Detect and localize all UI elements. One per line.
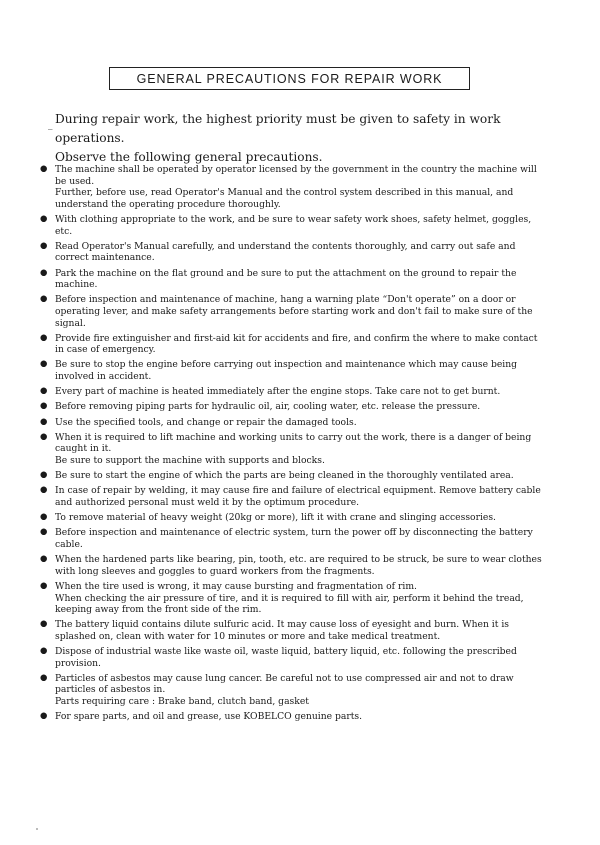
intro-line-2: Observe the following general precautions. xyxy=(55,150,323,164)
bullet-icon: ● xyxy=(40,512,48,523)
bullet-icon: ● xyxy=(40,359,48,370)
precaution-text: Be sure to stop the engine before carrying out inspection and maintenance which may cause being involved in accident. xyxy=(55,359,517,383)
precaution-text: Be sure to support the machine with supports and blocks. xyxy=(55,455,325,466)
bullet-icon: ● xyxy=(40,580,48,591)
precaution-text: When the tire used is wrong, it may cause bursting and fragmentation of rim. xyxy=(55,580,417,592)
precaution-text: Dispose of industrial waste like waste oil, waste liquid, battery liquid, etc. following the prescribed provision. xyxy=(55,646,517,669)
precaution-text: The machine shall be operated by operator licensed by the government in the country the machine will be used. xyxy=(55,164,537,187)
precaution-item xyxy=(40,386,548,398)
precaution-text: Before inspection and maintenance of machine, hang a warning plate “Don't operate” on a door or operating lever, and make safety arrangements before starting work and don't fail to make sure of the signal. xyxy=(55,294,533,329)
bullet-icon: ● xyxy=(40,401,48,412)
precaution-item xyxy=(40,417,548,429)
precaution-item xyxy=(40,164,548,210)
intro-paragraph xyxy=(48,110,555,167)
precaution-item xyxy=(40,554,548,577)
precaution-item xyxy=(40,294,548,329)
precaution-text: Be sure to start the engine of which the parts are being cleaned in the thoroughly ventilated area. xyxy=(55,470,514,482)
page-title: GENERAL PRECAUTIONS FOR REPAIR WORK xyxy=(109,67,470,90)
bullet-icon: ● xyxy=(40,470,48,481)
bullet-icon: ● xyxy=(40,431,48,442)
intro-line-1: During repair work, the highest priority must be given to safety in work operations. xyxy=(55,112,501,145)
precaution-item xyxy=(40,268,548,291)
bullet-icon: ● xyxy=(40,294,48,305)
bullet-icon: ● xyxy=(40,485,48,496)
bullet-icon: ● xyxy=(40,672,48,683)
precaution-text: Before inspection and maintenance of electric system, turn the power off by disconnecting the battery cable. xyxy=(55,527,533,550)
bullet-icon: ● xyxy=(40,554,48,565)
precaution-item xyxy=(40,333,548,356)
bullet-icon: ● xyxy=(40,213,48,224)
precaution-item xyxy=(40,432,548,467)
precaution-text: The battery liquid contains dilute sulfuric acid. It may cause loss of eyesight and burn. When it is splashed on, clean with water for 10 minutes or more and take medical treatment. xyxy=(55,619,509,642)
bullet-icon: ● xyxy=(40,164,48,174)
bullet-icon: ● xyxy=(40,416,48,427)
bullet-icon: ● xyxy=(40,619,48,630)
precaution-text: In case of repair by welding, it may cause fire and failure of electrical equipment. Remove battery cable and authorized personal must weld it by the optimum procedure. xyxy=(55,485,541,508)
precaution-item xyxy=(40,619,548,642)
precaution-item xyxy=(40,401,548,413)
precaution-item xyxy=(40,485,548,508)
precaution-text: To remove material of heavy weight (20kg or more), lift it with crane and slinging accessories. xyxy=(55,512,496,524)
precaution-item xyxy=(40,241,548,264)
precaution-text: Provide fire extinguisher and first-aid kit for accidents and fire, and confirm the where to make contact in case of emergency. xyxy=(55,332,538,356)
margin-dash: _ xyxy=(48,120,53,130)
precaution-item xyxy=(40,581,548,616)
precaution-item xyxy=(40,214,548,237)
bullet-icon: ● xyxy=(40,386,48,397)
precaution-text: For spare parts, and oil and grease, use KOBELCO genuine parts. xyxy=(55,711,363,723)
precaution-text: When the hardened parts like bearing, pin, tooth, etc. are required to be struck, be sure to wear clothes with long sleeves and goggles to guard workers from the fragments. xyxy=(55,554,542,577)
bullet-icon: ● xyxy=(40,527,48,538)
precaution-item xyxy=(40,673,548,708)
precaution-item xyxy=(40,646,548,669)
precaution-text: When checking the air pressure of tire, and it is required to fill with air, perform it behind the tread, keeping away from the front side of the rim. xyxy=(55,592,524,616)
precaution-text: Park the machine on the flat ground and be sure to put the attachment on the ground to repair the machine. xyxy=(55,267,517,291)
precaution-list xyxy=(40,164,548,726)
precaution-item xyxy=(40,527,548,550)
precaution-text: Further, before use, read Operator's Manual and the control system described in this manual, and understand the operating procedure thoroughly. xyxy=(55,187,514,210)
bullet-icon: ● xyxy=(40,646,48,657)
bullet-icon: ● xyxy=(40,332,48,343)
precaution-item xyxy=(40,470,548,482)
scan-speck xyxy=(36,828,38,830)
precaution-text: When it is required to lift machine and working units to carry out the work, there is a danger of being caught in it. xyxy=(55,431,532,455)
precaution-text: Every part of machine is heated immediately after the engine stops. Take care not to get burnt. xyxy=(55,386,501,398)
precaution-text: With clothing appropriate to the work, and be sure to wear safety work shoes, safety helmet, goggles, etc. xyxy=(55,213,532,237)
precaution-text: Particles of asbestos may cause lung cancer. Be careful not to use compressed air and not to draw particles of asbestos in. xyxy=(55,672,514,696)
precaution-item xyxy=(40,711,548,723)
precaution-item xyxy=(40,512,548,524)
bullet-icon: ● xyxy=(40,240,48,251)
precaution-text: Read Operator's Manual carefully, and understand the contents thoroughly, and carry out safe and correct maintenance. xyxy=(55,240,516,264)
precaution-text: Parts requiring care : Brake band, clutch band, gasket xyxy=(55,696,309,708)
precaution-text: Use the specified tools, and change or repair the damaged tools. xyxy=(55,416,357,428)
precaution-text: Before removing piping parts for hydraulic oil, air, cooling water, etc. release the pressure. xyxy=(55,401,481,413)
bullet-icon: ● xyxy=(40,267,48,278)
precaution-item xyxy=(40,359,548,382)
bullet-icon: ● xyxy=(40,711,48,722)
